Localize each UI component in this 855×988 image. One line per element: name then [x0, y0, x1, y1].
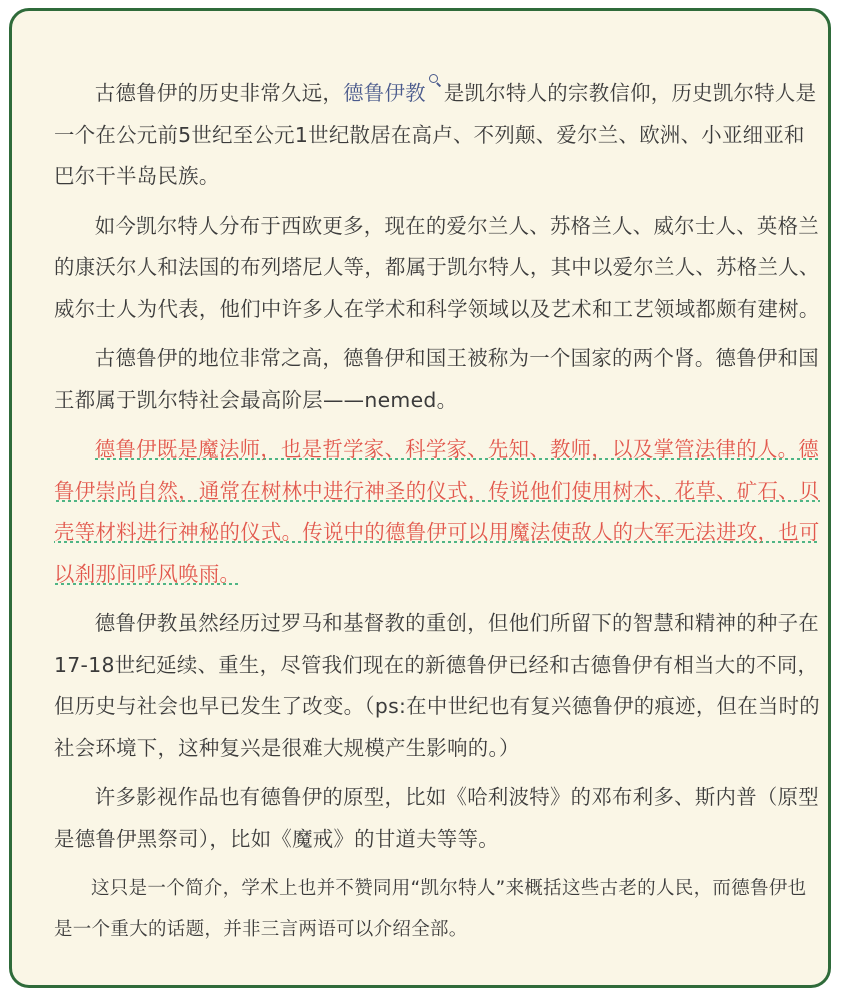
paragraph-distribution: 如今凯尔特人分布于西欧更多，现在的爱尔兰人、苏格兰人、威尔士人、英格兰的康沃尔人和法国的布列塔尼人等，都属于凯尔特人，其中以爱尔兰人、苏格兰人、威尔士人为代表，他们中许多人在学术和科学领域以及艺术和工艺领域都颇有建树。: [54, 213, 820, 321]
druidism-link[interactable]: 德鲁伊教: [343, 81, 426, 105]
article-card: [9, 8, 831, 988]
paragraph-status: 古德鲁伊的地位非常之高，德鲁伊和国王被称为一个国家的两个肾。德鲁伊和国王都属于凯尔特社会最高阶层——nemed。: [54, 346, 819, 412]
paragraph-history-rest: 是凯尔特人的宗教信仰，历史凯尔特人是一个在公元前5世纪至公元1世纪散居在高卢、不列颠、爱尔兰、欧洲、小亚细亚和巴尔干半岛民族。: [54, 81, 817, 188]
article-body: [54, 73, 824, 958]
paragraph-media: 许多影视作品也有德鲁伊的原型，比如《哈利波特》的邓布利多、斯内普（原型是德鲁伊黑祭司），比如《魔戒》的甘道夫等等。: [54, 785, 819, 851]
paragraph-history: [54, 73, 824, 198]
paragraph-revival: 德鲁伊教虽然经历过罗马和基督教的重创，但他们所留下的智慧和精神的种子在17-18世纪延续、重生，尽管我们现在的新德鲁伊已经和古德鲁伊有相当大的不同，但历史与社会也早已发生了改变。（ps:在中世纪也有复兴德鲁伊的痕迹，但在当时的社会环境下，这种复兴是很难大规模产生影响的。）: [54, 611, 820, 760]
paragraph-highlight: [54, 429, 824, 595]
search-icon[interactable]: [428, 74, 442, 88]
paragraph-note: 这只是一个简介，学术上也并不赞同用“凯尔特人”来概括这些古老的人民，而德鲁伊也是一个重大的话题，并非三言两语可以介绍全部。: [54, 878, 807, 940]
paragraph-history-intro: 古德鲁伊的历史非常久远，: [94, 81, 344, 105]
highlight-text: 德鲁伊既是魔法师，也是哲学家、科学家、先知、教师，以及掌管法律的人。德鲁伊崇尚自然，通常在树林中进行神圣的仪式，传说他们使用树木、花草、矿石、贝壳等材料进行神秘的仪式。传说中的德鲁伊可以用魔法使敌人的大军无法进攻，也可以刹那间呼风唤雨。: [54, 437, 820, 586]
